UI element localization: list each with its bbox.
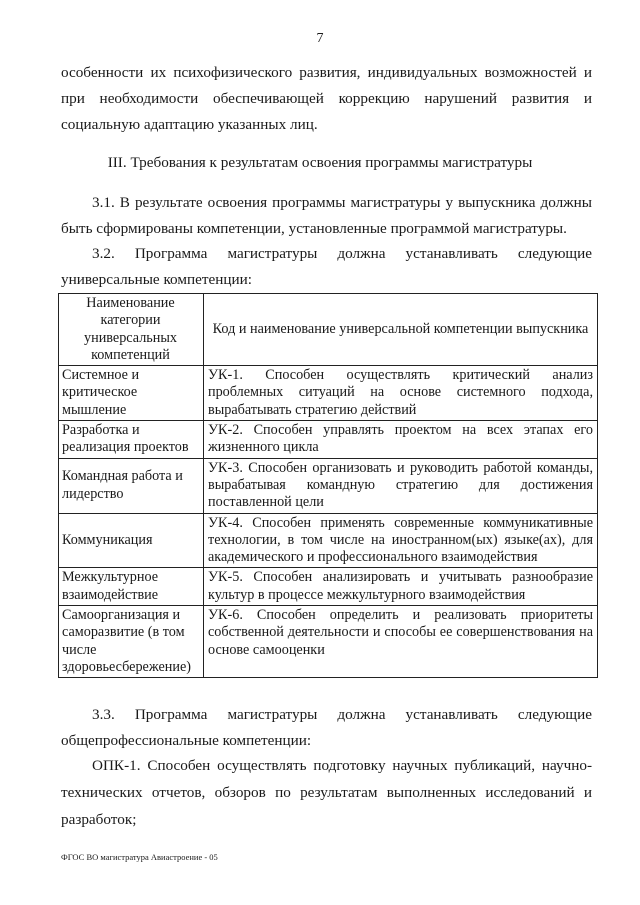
table-row xyxy=(59,366,598,421)
competence-cell: УК-6. Способен определить и реализовать приоритеты собственной деятельности и способы ее совершенствования на основе самооценки xyxy=(204,606,598,678)
category-cell: Командная работа и лидерство xyxy=(59,458,204,513)
competence-cell: УК-2. Способен управлять проектом на всех этапах его жизненного цикла xyxy=(204,421,598,459)
table-row xyxy=(59,568,598,606)
paragraph-3-1 xyxy=(61,190,592,242)
p32-line: 3.2. Программа магистратуры должна устанавливать следующие xyxy=(92,245,592,262)
intro-line: особенности их психофизического развития, индивидуальных возможностей и xyxy=(61,64,592,81)
header-category: Наименование категории универсальных компетенций xyxy=(59,294,204,366)
intro-line: при необходимости обеспечивающей коррекцию нарушений развития и xyxy=(61,90,592,107)
table-header-row xyxy=(59,294,598,366)
table-row xyxy=(59,421,598,459)
p31-line: 3.1. В результате освоения программы магистратуры у выпускника должны xyxy=(92,194,592,211)
table-row xyxy=(59,606,598,678)
competence-cell: УК-3. Способен организовать и руководить работой команды, вырабатывая командную стратегию для достижения поставленной цели xyxy=(204,458,598,513)
table-row xyxy=(59,513,598,568)
opk1-line: ОПК-1. Способен осуществлять подготовку научных публикаций, научно- xyxy=(92,757,592,774)
p33-line: 3.3. Программа магистратуры должна устанавливать следующие xyxy=(92,706,592,723)
footer-note: ФГОС ВО магистратура Авиастроение - 05 xyxy=(61,852,218,862)
page-number: 7 xyxy=(316,31,324,46)
category-cell: Самоорганизация и саморазвитие (в том числе здоровьесбережение) xyxy=(59,606,204,678)
table-row xyxy=(59,458,598,513)
intro-paragraph xyxy=(61,60,592,138)
p33-line: общепрофессиональные компетенции: xyxy=(61,732,312,749)
section-heading: III. Требования к результатам освоения программы магистратуры xyxy=(107,154,533,171)
category-cell: Коммуникация xyxy=(59,513,204,568)
header-competence: Код и наименование универсальной компетенции выпускника xyxy=(204,294,598,366)
universal-competencies-table xyxy=(58,293,598,678)
p32-line: универсальные компетенции: xyxy=(61,271,252,288)
competence-cell: УК-4. Способен применять современные коммуникативные технологии, в том числе на иностранном(ых) языке(ах), для академического и профессионального взаимодействия xyxy=(204,513,598,568)
paragraph-3-3 xyxy=(61,702,592,754)
opk1-paragraph xyxy=(61,752,592,833)
opk1-line: разработок; xyxy=(61,811,137,828)
competence-cell: УК-1. Способен осуществлять критический анализ проблемных ситуаций на основе системного подхода, вырабатывать стратегию действий xyxy=(204,366,598,421)
category-cell: Разработка и реализация проектов xyxy=(59,421,204,459)
intro-line: социальную адаптацию указанных лиц. xyxy=(61,116,318,133)
paragraph-3-2 xyxy=(61,241,592,293)
p31-line: быть сформированы компетенции, установленные программой магистратуры. xyxy=(61,220,567,237)
category-cell: Межкультурное взаимодействие xyxy=(59,568,204,606)
competence-cell: УК-5. Способен анализировать и учитывать разнообразие культур в процессе межкультурного взаимодействия xyxy=(204,568,598,606)
category-cell: Системное и критическое мышление xyxy=(59,366,204,421)
opk1-line: технических отчетов, обзоров по результатам выполненных исследований и xyxy=(61,784,592,801)
